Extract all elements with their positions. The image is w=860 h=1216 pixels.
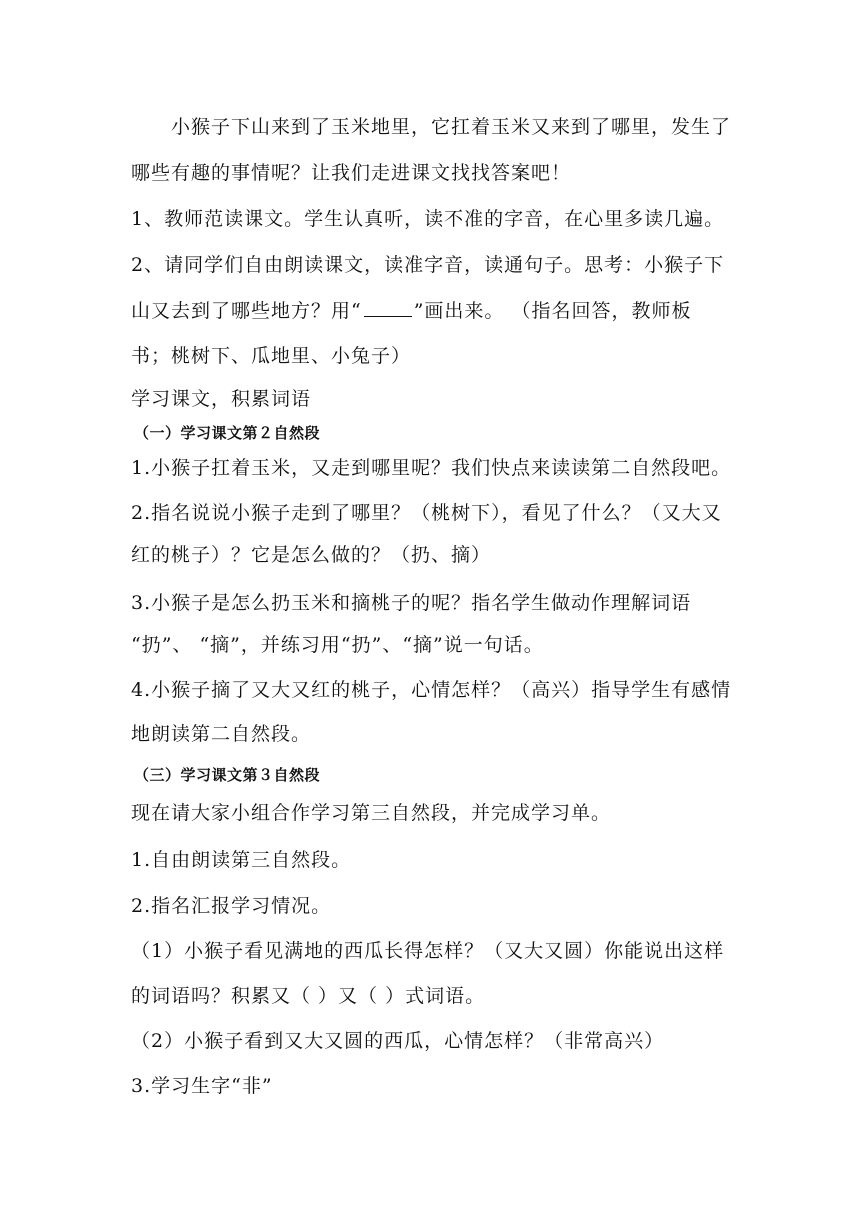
paragraph-line-with-blank [131, 297, 691, 325]
paragraph-line: （1）小猴子看见满地的西瓜长得怎样？（又大又圆）你能说出这样 [131, 940, 725, 962]
section-title: 学习课文，积累词语 [131, 388, 312, 410]
paragraph-line: 3.小猴子是怎么扔玉米和摘桃子的呢？指名学生做动作理解词语 [131, 592, 692, 614]
paragraph-line: 2.指名汇报学习情况。 [131, 895, 332, 917]
fill-in-blank [364, 298, 412, 317]
paragraph-line: 现在请大家小组合作学习第三自然段，并完成学习单。 [131, 802, 612, 824]
paragraph-line: 1.小猴子扛着玉米，又走到哪里呢？我们快点来读读第二自然段吧。 [131, 457, 732, 479]
paragraph-line: 地朗读第二自然段。 [131, 723, 312, 745]
paragraph-line: “扔”、 “摘”，并练习用“扔”、“摘”说一句话。 [131, 634, 544, 656]
paragraph-line: 2、请同学们自由朗读课文，读准字音，读通句子。思考：小猴子下 [131, 254, 725, 276]
paragraph-line: 哪些有趣的事情呢？让我们走进课文找找答案吧！ [131, 162, 572, 184]
subsection-heading: （一）学习课文第２自然段 [134, 424, 321, 442]
blank-line-after: ”画出来。 （指名回答，教师板 [413, 300, 692, 322]
paragraph-line: （2）小猴子看到又大又圆的西瓜，心情怎样？（非常高兴） [131, 1030, 665, 1052]
paragraph-line: 4.小猴子摘了又大又红的桃子，心情怎样？（高兴）指导学生有感情 [131, 679, 732, 701]
paragraph-line: 的词语吗？积累又（ ）又（ ）式词语。 [131, 985, 486, 1007]
paragraph-line: 1.自由朗读第三自然段。 [131, 849, 352, 871]
paragraph-line: 3.学习生字“非” [131, 1075, 273, 1097]
subsection-heading: （三）学习课文第３自然段 [134, 766, 321, 784]
paragraph-line: 2.指名说说小猴子走到了哪里？（桃树下），看见了什么？（又大又 [131, 502, 722, 524]
paragraph-line: 红的桃子）？它是怎么做的？（扔、摘） [131, 544, 492, 566]
paragraph-line: 书；桃树下、瓜地里、小兔子） [131, 345, 412, 367]
paragraph-line: 小猴子下山来到了玉米地里，它扛着玉米又来到了哪里，发生了 [131, 116, 732, 138]
paragraph-line: 1、教师范读课文。学生认真听，读不准的字音，在心里多读几遍。 [131, 208, 725, 230]
blank-line-before: 山又去到了哪些地方？用“ [131, 300, 362, 322]
